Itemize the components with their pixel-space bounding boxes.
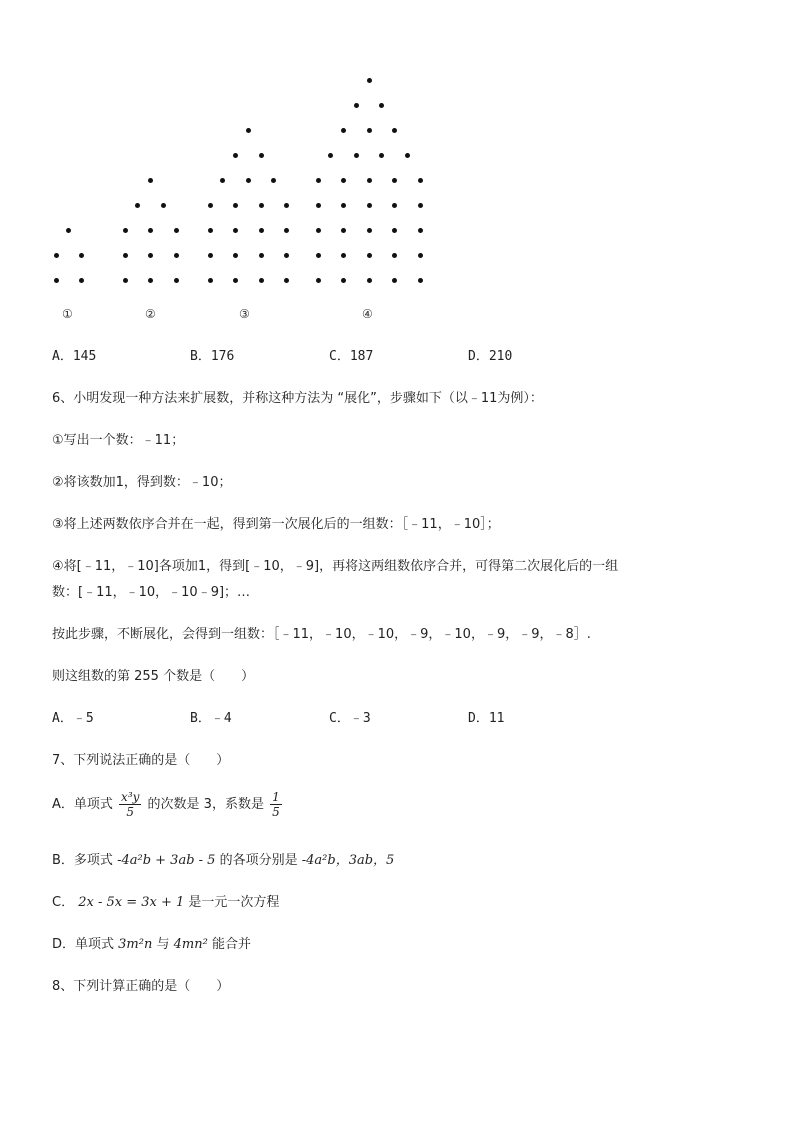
figure-3-dot [259, 253, 264, 258]
figure-2-dot [161, 203, 166, 208]
q5-option-b: B．176 [190, 349, 235, 364]
figure-3-dot [233, 253, 238, 258]
figure-3-dot [284, 228, 289, 233]
q7-a-coefficient-fraction [270, 790, 282, 819]
figure-4-dot [367, 228, 372, 233]
figure-4-dot [392, 253, 397, 258]
q6-step-1: ①写出一个数：﹣11； [52, 433, 185, 448]
figure-label-3: ③ [239, 307, 250, 321]
figure-2-dot [123, 228, 128, 233]
q5-option-d: D．210 [468, 349, 513, 364]
q7-b-prefix: B．多项式 [52, 853, 113, 868]
figure-3-dot [284, 278, 289, 283]
figure-2-dot [174, 278, 179, 283]
q7-a-mid: 的次数是 3，系数是 [147, 797, 264, 812]
q7-a-denominator: 5 [126, 805, 135, 819]
figure-3-dot [259, 153, 264, 158]
q7-c-suffix: 是一元一次方程 [188, 895, 280, 910]
figure-4-dot [392, 228, 397, 233]
q7-c-equation: 2x - 5x = 3x + 1 [78, 895, 185, 910]
q6-option-a: A．﹣5 [52, 711, 94, 726]
q6-stem: 6、小明发现一种方法来扩展数，并称这种方法为 “展化”，步骤如下（以﹣11为例）： [52, 391, 543, 406]
q5-option-a: A．145 [52, 349, 97, 364]
figure-3-dot [233, 278, 238, 283]
figure-3-dot [284, 203, 289, 208]
figure-1-dot [79, 278, 84, 283]
figure-4-dot [379, 103, 384, 108]
figure-1-dot [66, 228, 71, 233]
figure-3-dot [208, 228, 213, 233]
figure-3-dot [284, 253, 289, 258]
q7-option-d [52, 933, 251, 952]
q7-stem: 7、下列说法正确的是（ ） [52, 753, 230, 768]
figure-3-dot [259, 278, 264, 283]
figure-2-dot [123, 253, 128, 258]
q6-option-c: C．﹣3 [329, 711, 371, 726]
figure-3-dot [259, 228, 264, 233]
figure-label-4: ④ [362, 307, 373, 321]
figure-1-dot [54, 278, 59, 283]
figure-4-dot [354, 153, 359, 158]
q6-step-4-line-2: 数：[﹣11，﹣10，﹣10﹣9]；… [52, 585, 251, 600]
q6-option-d: D．11 [468, 711, 505, 726]
figure-3-dot [271, 178, 276, 183]
figure-4-dot [418, 178, 423, 183]
figure-4-dot [341, 128, 346, 133]
figure-4-dot [367, 78, 372, 83]
figure-3-dot [208, 253, 213, 258]
figure-2-dot [174, 253, 179, 258]
figure-4-dot [392, 128, 397, 133]
q7-d-term-2: 4mn² [173, 937, 208, 952]
figure-4-dot [367, 178, 372, 183]
figure-4-dot [354, 103, 359, 108]
q6-option-b: B．﹣4 [190, 711, 232, 726]
figure-2-dot [148, 253, 153, 258]
figure-4-dot [341, 203, 346, 208]
figure-4-dot [316, 203, 321, 208]
q7-d-term-1: 3m²n [118, 937, 153, 952]
figure-1-dot [54, 253, 59, 258]
q7-a-coef-denominator: 5 [272, 805, 280, 819]
q7-a-prefix: A．单项式 [52, 797, 113, 812]
figure-1-dot [79, 253, 84, 258]
figure-3-dot [233, 203, 238, 208]
q6-step-2: ②将该数加1，得到数：﹣10； [52, 475, 232, 490]
figure-3-dot [208, 203, 213, 208]
q6-continue: 按此步骤，不断展化，会得到一组数：［﹣11，﹣10，﹣10，﹣9，﹣10，﹣9，﹣9，﹣8］. [52, 627, 591, 642]
figure-2-dot [135, 203, 140, 208]
q7-b-polynomial: -4a²b + 3ab - 5 [117, 853, 216, 868]
q7-option-a [52, 790, 284, 820]
q7-b-terms: -4a²b，3ab，5 [301, 853, 395, 868]
figure-4-dot [418, 228, 423, 233]
q7-option-c [52, 891, 279, 910]
figure-2-dot [148, 178, 153, 183]
figure-4-dot [328, 153, 333, 158]
figure-3-dot [208, 278, 213, 283]
figure-2-dot [174, 228, 179, 233]
figure-4-dot [405, 153, 410, 158]
q6-step-3: ③将上述两数依序合并在一起，得到第一次展化后的一组数：［﹣11，﹣10］； [52, 517, 500, 532]
figure-4-dot [367, 128, 372, 133]
figure-4-dot [341, 178, 346, 183]
q6-question: 则这组数的第 255 个数是（ ） [52, 669, 255, 684]
figure-4-dot [418, 203, 423, 208]
figure-4-dot [367, 253, 372, 258]
figure-4-dot [316, 253, 321, 258]
figure-4-dot [418, 253, 423, 258]
figure-4-dot [341, 228, 346, 233]
figure-4-dot [367, 203, 372, 208]
figure-label-2: ② [145, 307, 156, 321]
figure-3-dot [246, 128, 251, 133]
figure-2-dot [123, 278, 128, 283]
figure-4-dot [316, 278, 321, 283]
figure-4-dot [392, 178, 397, 183]
figure-4-dot [392, 278, 397, 283]
figure-2-dot [148, 278, 153, 283]
q7-b-mid: 的各项分别是 [219, 853, 298, 868]
q8-stem: 8、下列计算正确的是（ ） [52, 979, 230, 994]
figure-label-1: ① [62, 307, 73, 321]
figure-3-dot [259, 203, 264, 208]
figure-4-dot [379, 153, 384, 158]
figure-3-dot [233, 153, 238, 158]
q7-d-mid: 与 [156, 937, 170, 952]
figure-2-dot [148, 228, 153, 233]
figure-3-dot [246, 178, 251, 183]
figure-4-dot [316, 228, 321, 233]
q7-a-numerator: x³y [121, 790, 140, 804]
q5-option-c: C．187 [329, 349, 374, 364]
q7-a-coef-numerator: 1 [272, 790, 280, 804]
figure-3-dot [220, 178, 225, 183]
figure-3-dot [233, 228, 238, 233]
figure-4-dot [316, 178, 321, 183]
q7-option-b [52, 849, 394, 868]
q7-a-monomial-fraction [119, 790, 141, 819]
figure-4-dot [341, 278, 346, 283]
figure-4-dot [418, 278, 423, 283]
figure-4-dot [392, 203, 397, 208]
q7-d-suffix: 能合并 [211, 937, 251, 952]
figure-4-dot [367, 278, 372, 283]
figure-4-dot [341, 253, 346, 258]
q7-c-prefix: C． [52, 895, 75, 910]
q7-d-prefix: D．单项式 [52, 937, 115, 952]
q6-step-4-line-1: ④将[﹣11，﹣10]各项加1，得到[﹣10，﹣9]，再将这两组数依序合并，可得第二次展化后的一组 [52, 559, 619, 574]
